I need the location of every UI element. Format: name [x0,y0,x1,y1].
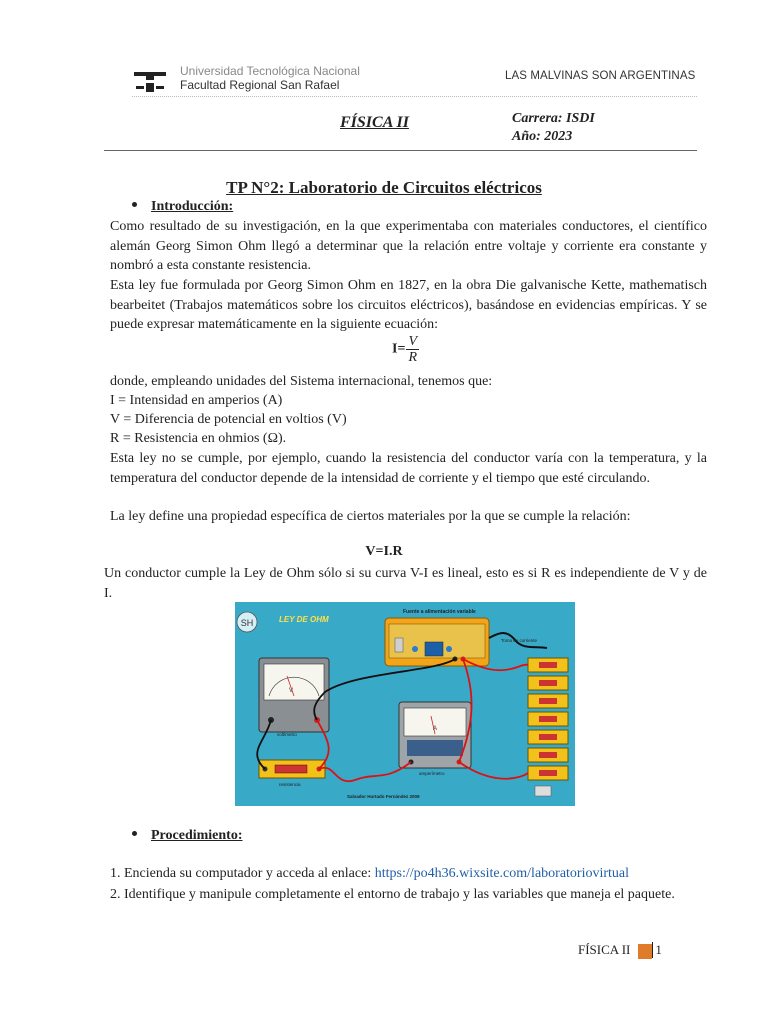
career-label: Carrera: ISDI [512,111,595,126]
equation-denominator: R [408,350,417,365]
page-title: TP N°2: Laboratorio de Circuitos eléctricos [226,178,542,197]
figure-author: Salvador Hurtado Fernández 2009 [347,794,420,799]
intro-paragraph-1: Como resultado de su investigación, en la que experimentaba con materiales conductores, el científico alemán Georg Simon Ohm llegó a determinar que la relación entre voltaje y corriente era constante y nombró a esta constante resistencia. [110,219,707,273]
intro-heading [132,199,233,215]
footer-subject: FÍSICA II [578,942,631,957]
equation-fraction [406,334,419,365]
outlet-label: Toma de corriente [501,638,538,643]
resistor [259,760,325,778]
ohm-lab-image [235,602,575,806]
university-logo [132,66,168,96]
lab-link[interactable]: https://po4h36.wixsite.com/laboratoriovirtual [374,866,630,881]
unit-current: I = Intensidad en amperios (A) [110,393,283,408]
intro-heading-label: Introducción: [151,199,234,214]
footer-color-box [638,944,652,959]
header-divider [132,96,697,97]
year-label: Año: 2023 [512,129,573,144]
procedure-heading [132,828,243,844]
figure-title: LEY DE OHM [279,615,329,624]
bullet-icon [132,831,137,836]
resistor-label: resistencia [279,782,301,787]
voltmeter-dial: V [288,688,294,694]
intro-paragraph-4: La ley define una propiedad específica de ciertos materiales por la que se cumple la relación: [110,509,631,524]
header-slogan: LAS MALVINAS SON ARGENTINAS [505,70,696,82]
university-name [180,64,360,92]
step-2: 2. Identifique y manipule completamente el entorno de trabajo y las variables que maneja el paquete. [110,887,675,902]
bullet-icon [132,202,137,207]
voltmeter-label: voltímetro [277,732,297,737]
figure-logo: SH [240,618,254,628]
course-info [512,110,595,146]
equation-lhs: I= [392,341,406,357]
procedure-heading-label: Procedimiento: [151,828,243,843]
power-supply [385,618,489,666]
units-intro: donde, empleando unidades del Sistema internacional, tenemos que: [110,374,493,389]
page-number: 1 [652,942,662,958]
intro-paragraph-3: Esta ley no se cumple, por ejemplo, cuando la resistencia del conductor varía con la temperatura, y la temperatura del conductor depende de la intensidad de corriente y el tiempo que esté circulando. [110,451,707,486]
university-line-1: Universidad Tecnológica Nacional [180,64,360,78]
intro-paragraph-2: Esta ley fue formulada por Georg Simon Ohm en 1827, en la obra Die galvanische Kette, mathematisch bearbeitet (Trabajos matemáticos sobre los circuitos eléctricos), basándose en evidencias empíricas. Y se puede expresar matemáticamente en la siguiente ecuación: [110,278,707,332]
intro-paragraph-5: Un conductor cumple la Ley de Ohm sólo si su curva V-I es lineal, esto es si R es independiente de V y de I. [104,566,707,601]
subject-title: FÍSICA II [340,114,409,131]
unit-voltage: V = Diferencia de potencial en voltios (V) [110,412,347,427]
power-supply-label: Fuente a alimentación variable [403,609,476,615]
step-1-text: 1. Encienda su computador y acceda al enlace: [110,866,375,881]
university-line-2: Facultad Regional San Rafael [180,78,340,92]
step-1 [110,864,629,884]
ohm-equation [392,334,419,365]
page-footer [578,942,662,959]
ammeter-dial: A [432,726,438,732]
ammeter-label: amperímetro [419,771,445,776]
ohm-equation-2: V=I.R [365,544,403,559]
title-divider [104,150,697,151]
unit-resistance: R = Resistencia en ohmios (Ω). [110,431,287,446]
equation-numerator: V [408,334,417,349]
